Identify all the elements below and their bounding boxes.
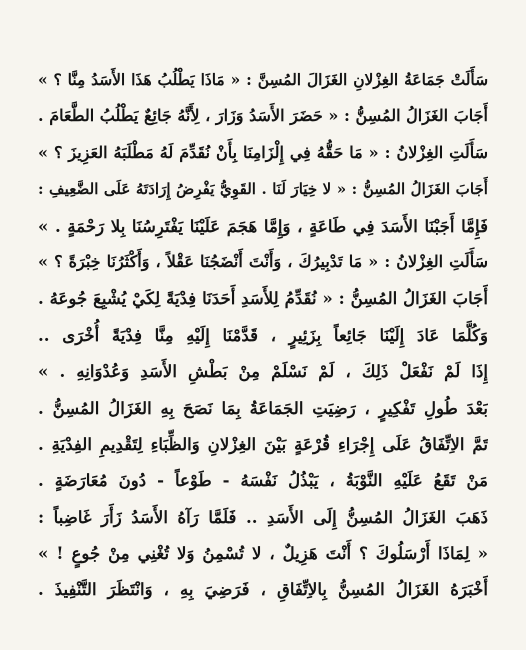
text-line: ذَهَبَ الغَزَالُ المُسِنُّ إِلَى الأَسَدِ .. فَلَمَّا رَآهُ الأَسَدُ زَأَرَ غَاضِباً : — [38, 506, 488, 527]
text-line: « لِمَاذَا أَرْسَلُوكَ ؟ أَنْتَ هَزِيلٌ ، لا تُسْمِنُ وَلا تُغْنِي مِنْ جُوعٍ ! » — [38, 543, 488, 564]
text-line: أَجَابَ الغَزَالُ المُسِنُّ : « نُقَدِّمُ لِلأَسَدِ أَحَدَنَا فِدْيَةً لِكَيْ يُشْبِعَ جُوعَهُ . — [38, 288, 488, 309]
text-line: وَكُلَّمَا عَادَ إِلَيْنَا جَائِعاً بِزَئِيرٍ ، قَدَّمْنَا إِلَيْهِ مِنَّا فِدْيَةً أُخْرَى .. — [38, 324, 488, 345]
text-line: فَإِمَّا أَجَبْنَا الأَسَدَ فِي طَاعَةٍ ، وَإِمَّا هَجَمَ عَلَيْنَا يَفْتَرِسُنَا بِلا رَحْمَةٍ . » — [38, 215, 488, 236]
text-line: تَمَّ الاِتِّفَاقُ عَلَى إِجْرَاءِ قُرْعَةٍ بَيْنَ الغِزْلانِ وَالظِّبَاءِ لِتَقْدِيمِ الفِدْيَةِ . — [38, 433, 488, 454]
text-line: بَعْدَ طُولِ تَفْكِيرٍ ، رَضِيَتِ الجَمَاعَةُ بِمَا نَصَحَ بِهِ الغَزَالُ المُسِنُّ . — [38, 397, 488, 418]
text-line: إِذَا لَمْ نَفْعَلْ ذَلِكَ ، لَمْ نَسْلَمْ مِنْ بَطْشِ الأَسَدِ وَعُدْوَانِهِ . » — [38, 361, 488, 382]
text-line: سَأَلَتِ الغِزْلانُ : « مَا حَقُّهُ فِي إِلْزَامِنَا بِأَنْ نُقَدِّمَ لَهُ مَطْلَبَهُ العَزِيزَ ؟ » — [38, 142, 488, 162]
text-body — [38, 62, 488, 608]
text-line: سَأَلَتِ الغِزْلانُ : « مَا تَدْبِيرُكَ ، وَأَنْتَ أَنْضَجُنَا عَقْلاً ، وَأَكْثَرُنَا خِبْرَةً ؟ » — [38, 251, 488, 271]
text-line: مَنْ تَقَعُ عَلَيْهِ النَّوْبَةُ ، يَبْذُلُ نَفْسَهُ - طَوْعاً - دُونَ مُعَارَضَةٍ . — [38, 470, 488, 491]
text-line: سَأَلَتْ جَمَاعَةُ الغِزْلانِ الغَزَالَ المُسِنَّ : « مَاذَا يَطْلُبُ هَذَا الأَسَدُ مِنَّا ؟ » — [38, 71, 488, 89]
text-line: أَجَابَ الغَزَالُ المُسِنُّ : « حَضَرَ الأَسَدُ وَزَارَ ، لِأَنَّهُ جَائِعٌ يَطْلُبُ الطَّعَامَ . — [38, 106, 488, 126]
text-line: أَجَابَ الغَزَالُ المُسِنُّ : « لا خِيَارَ لَنَا . القَوِيُّ يَفْرِضُ إِرَادَتَهُ عَلَى الضَّعِيفِ : — [38, 180, 488, 199]
text-line: أَخْبَرَهُ الغَزَالُ المُسِنُّ بِالاِتِّفَاقِ ، فَرَضِيَ بِهِ ، وَانْتَظَرَ التَّنْفِيذَ . — [38, 579, 488, 600]
